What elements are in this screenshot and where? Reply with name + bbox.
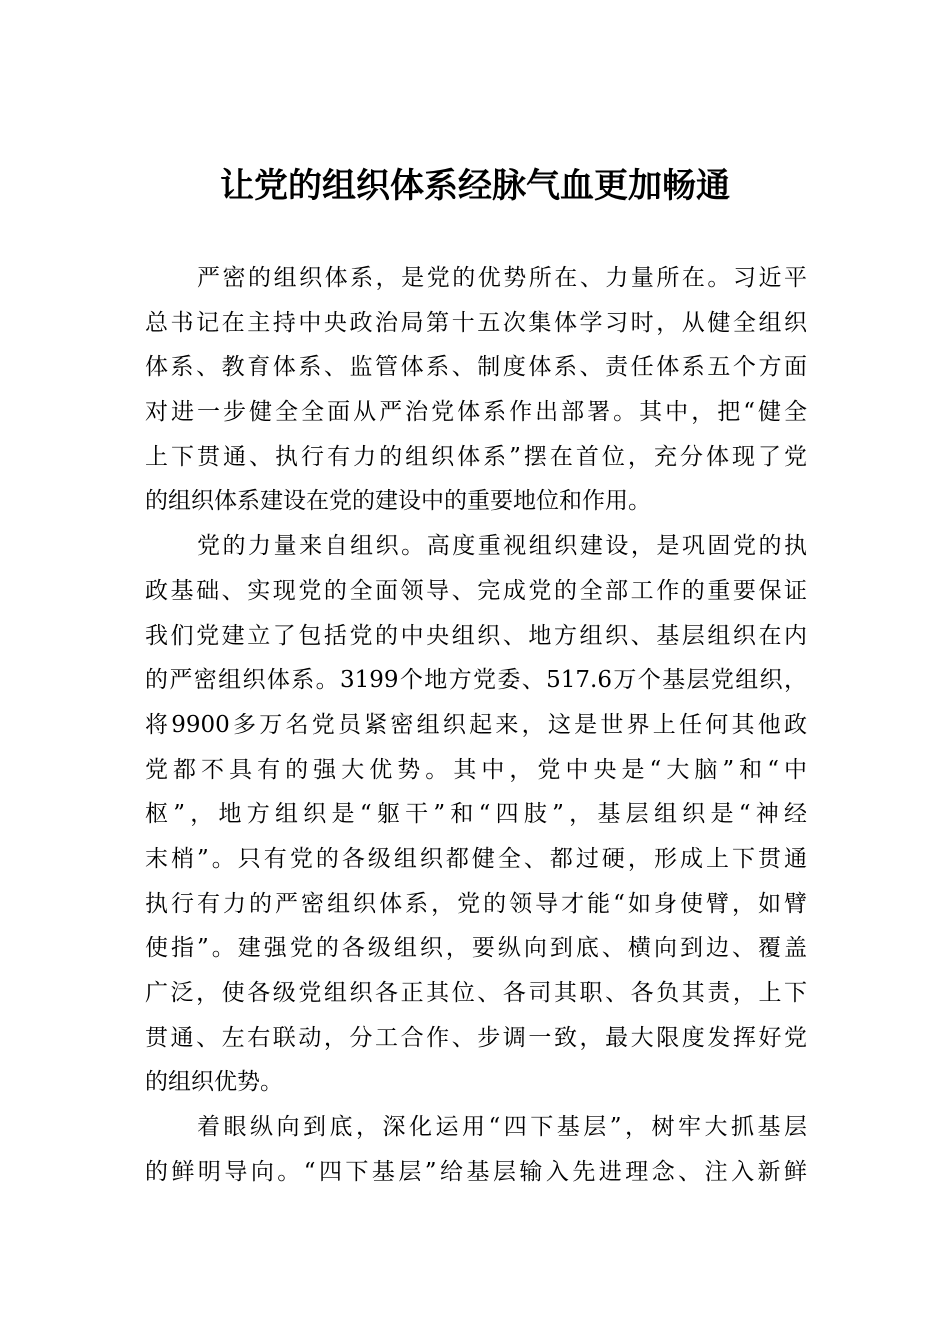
paragraph-line: 的组织优势。 <box>145 1069 283 1096</box>
document-title: 让党的组织体系经脉气血更加畅通 <box>220 166 730 206</box>
paragraph-line: 党都不具有的强大优势。其中，党中央是“大脑”和“中 <box>145 756 807 783</box>
paragraph-line: 政基础、实现党的全面领导、完成党的全部工作的重要保证 <box>145 577 807 604</box>
paragraph-line: 使指”。建强党的各级组织，要纵向到底、横向到边、覆盖 <box>145 935 807 962</box>
paragraph-line: 体系、教育体系、监管体系、制度体系、责任体系五个方面 <box>145 354 807 381</box>
paragraph-line: 的鲜明导向。“四下基层”给基层输入先进理念、注入新鲜 <box>145 1158 807 1185</box>
paragraph-line: 的严密组织体系。3199个地方党委、517.6万个基层党组织， <box>145 667 807 694</box>
paragraph-line: 执行有力的严密组织体系，党的领导才能“如身使臂，如臂 <box>145 890 807 917</box>
paragraph-line: 总书记在主持中央政治局第十五次集体学习时，从健全组织 <box>145 309 807 336</box>
paragraph-line: 上下贯通、执行有力的组织体系”摆在首位，充分体现了党 <box>145 443 807 470</box>
paragraph-line: 着眼纵向到底，深化运用“四下基层”，树牢大抓基层 <box>197 1114 807 1141</box>
paragraph-line: 贯通、左右联动，分工合作、步调一致，最大限度发挥好党 <box>145 1024 807 1051</box>
paragraph-line: 对进一步健全全面从严治党体系作出部署。其中，把“健全 <box>145 399 807 426</box>
paragraph-line: 我们党建立了包括党的中央组织、地方组织、基层组织在内 <box>145 622 807 649</box>
paragraph-line: 枢”，地方组织是“躯干”和“四肢”，基层组织是“神经 <box>145 801 807 828</box>
paragraph-line: 严密的组织体系，是党的优势所在、力量所在。习近平 <box>197 265 807 291</box>
paragraph-line: 党的力量来自组织。高度重视组织建设，是巩固党的执 <box>197 533 807 560</box>
document-body <box>145 256 807 1194</box>
paragraph-line: 将9900多万名党员紧密组织起来，这是世界上任何其他政 <box>145 711 807 738</box>
paragraph-line: 的组织体系建设在党的建设中的重要地位和作用。 <box>145 488 651 515</box>
paragraph-line: 广泛，使各级党组织各正其位、各司其职、各负其责，上下 <box>145 980 807 1006</box>
paragraph-line: 末梢”。只有党的各级组织都健全、都过硬，形成上下贯通 <box>145 845 807 872</box>
